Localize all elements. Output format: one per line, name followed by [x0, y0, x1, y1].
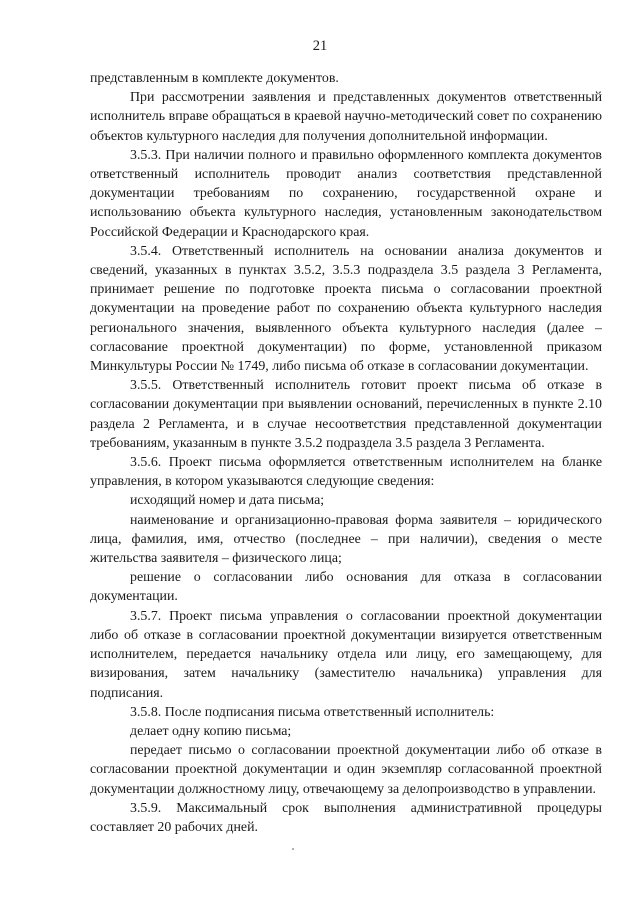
list-item: наименование и организационно-правовая форма заявителя – юридического лица, фамилия, имя, отчество (последнее – при наличии), сведения о месте жительства заявителя – физического лица;	[90, 512, 602, 567]
list-item: решение о согласовании либо основания для отказа в согласовании документации.	[90, 570, 602, 605]
paragraph-3-5-3: 3.5.3. При наличии полного и правильно оформленного комплекта документов ответственный исполнитель проводит анализ соответствия представленной документации требованиям по сохранению, государственной охране и использованию объекта культурного наследия, установленным законодательством Российской Федерации и Краснодарского края.	[90, 147, 602, 240]
paragraph-3-5-4: 3.5.4. Ответственный исполнитель на основании анализа документов и сведений, указанных в пунктах 3.5.2, 3.5.3 подраздела 3.5 раздела 3 Регламента, принимает решение по подготовке проекта письма о согласовании проектной документации на проведение работ по сохранению объекта культурного наследия регионального значения, выявленного объекта культурного наследия (далее – согласование проектной документации) по форме, установленной приказом Минкультуры России № 1749, либо письма об отказе в согласовании документации.	[90, 243, 602, 375]
list-item: делает одну копию письма;	[130, 723, 292, 739]
page-number: 21	[312, 38, 328, 54]
document-body	[90, 69, 602, 837]
paragraph: При рассмотрении заявления и представленных документов ответственный исполнитель вправе обращаться в краевой научно-методический совет по сохранению объектов культурного наследия для получения дополнительной информации.	[90, 90, 602, 144]
list-item: передает письмо о согласовании проектной документации либо об отказе в согласовании проектной документации и один экземпляр согласованной проектной документации должностному лицу, отвечающему за делопроизводство в управлении.	[90, 743, 602, 797]
paragraph-3-5-7: 3.5.7. Проект письма управления о согласовании проектной документации либо об отказе в согласовании проектной документации визируется ответственным исполнителем, передается начальнику отдела или лицу, его замещающему, для визирования, затем начальнику (заместителю начальника) управления для подписания.	[90, 608, 602, 701]
paragraph: представленным в комплекте документов.	[90, 71, 339, 86]
paragraph-3-5-9: 3.5.9. Максимальный срок выполнения административной процедуры составляет 20 рабочих дней.	[90, 800, 602, 835]
paragraph-3-5-8: 3.5.8. После подписания письма ответственный исполнитель:	[130, 704, 495, 720]
paragraph-3-5-5: 3.5.5. Ответственный исполнитель готовит проект письма об отказе в согласовании документации при выявлении оснований, перечисленных в пункте 2.10 раздела 2 Регламента, и в случае несоответствия представленной документации требованиям, указанным в пункте 3.5.2 подраздела 3.5 раздела 3 Регламента.	[90, 378, 602, 451]
scan-speck	[292, 848, 294, 850]
list-item: исходящий номер и дата письма;	[130, 493, 325, 509]
paragraph-3-5-6: 3.5.6. Проект письма оформляется ответственным исполнителем на бланке управления, в котором указываются следующие сведения:	[90, 455, 602, 490]
